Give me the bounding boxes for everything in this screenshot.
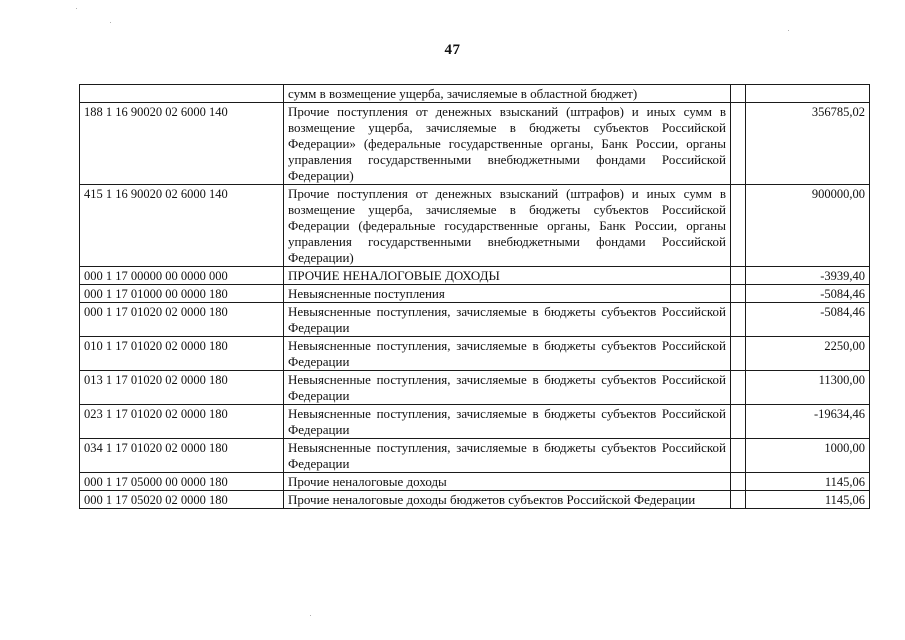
amount-cell: -3939,40 <box>746 267 870 285</box>
budget-code-cell: 188 1 16 90020 02 6000 140 <box>80 103 284 185</box>
description-cell: Невыясненные поступления, зачисляемые в бюджеты субъектов Российской Федерации <box>284 439 731 473</box>
table-row <box>80 85 870 103</box>
budget-code-cell: 013 1 17 01020 02 0000 180 <box>80 371 284 405</box>
budget-code-cell: 034 1 17 01020 02 0000 180 <box>80 439 284 473</box>
column-gap <box>731 103 746 185</box>
column-gap <box>731 491 746 509</box>
budget-code-cell: 000 1 17 05000 00 0000 180 <box>80 473 284 491</box>
description-cell: Прочие поступления от денежных взысканий (штрафов) и иных сумм в возмещение ущерба, зачисляемые в бюджеты субъектов Российской Федерации» (федеральные государственные органы, Банк России, органы управления государственными внебюджетными фондами Российской Федерации) <box>284 103 731 185</box>
table-row <box>80 267 870 285</box>
amount-cell: 1000,00 <box>746 439 870 473</box>
scan-speck <box>76 8 77 9</box>
budget-code-cell <box>80 85 284 103</box>
description-cell: сумм в возмещение ущерба, зачисляемые в областной бюджет) <box>284 85 731 103</box>
table-row <box>80 103 870 185</box>
column-gap <box>731 185 746 267</box>
amount-cell: -5084,46 <box>746 303 870 337</box>
description-cell: Невыясненные поступления <box>284 285 731 303</box>
table-row <box>80 405 870 439</box>
description-cell: Невыясненные поступления, зачисляемые в бюджеты субъектов Российской Федерации <box>284 337 731 371</box>
description-cell: Прочие неналоговые доходы бюджетов субъектов Российской Федерации <box>284 491 731 509</box>
budget-code-cell: 000 1 17 01020 02 0000 180 <box>80 303 284 337</box>
column-gap <box>731 371 746 405</box>
column-gap <box>731 439 746 473</box>
table-row <box>80 439 870 473</box>
budget-revenue-table <box>79 84 870 509</box>
table-row <box>80 185 870 267</box>
amount-cell: 900000,00 <box>746 185 870 267</box>
description-cell: Прочие поступления от денежных взысканий (штрафов) и иных сумм в возмещение ущерба, зачисляемые в бюджеты субъектов Российской Федерации (федеральные государственные органы, Банк России, органы управления государственными внебюджетными фондами Российской Федерации) <box>284 185 731 267</box>
description-cell: Прочие неналоговые доходы <box>284 473 731 491</box>
description-cell: ПРОЧИЕ НЕНАЛОГОВЫЕ ДОХОДЫ <box>284 267 731 285</box>
scan-speck <box>110 22 111 23</box>
amount-cell: 11300,00 <box>746 371 870 405</box>
column-gap <box>731 85 746 103</box>
table-row <box>80 473 870 491</box>
table-row <box>80 337 870 371</box>
column-gap <box>731 405 746 439</box>
description-cell: Невыясненные поступления, зачисляемые в бюджеты субъектов Российской Федерации <box>284 303 731 337</box>
amount-cell: -5084,46 <box>746 285 870 303</box>
page-number: 47 <box>444 42 461 58</box>
column-gap <box>731 473 746 491</box>
amount-cell: -19634,46 <box>746 405 870 439</box>
column-gap <box>731 267 746 285</box>
table-row <box>80 303 870 337</box>
column-gap <box>731 285 746 303</box>
budget-code-cell: 415 1 16 90020 02 6000 140 <box>80 185 284 267</box>
amount-cell: 356785,02 <box>746 103 870 185</box>
table-row <box>80 491 870 509</box>
table-row <box>80 371 870 405</box>
amount-cell <box>746 85 870 103</box>
amount-cell: 1145,06 <box>746 473 870 491</box>
scan-speck <box>788 30 789 31</box>
budget-code-cell: 023 1 17 01020 02 0000 180 <box>80 405 284 439</box>
budget-code-cell: 000 1 17 01000 00 0000 180 <box>80 285 284 303</box>
amount-cell: 1145,06 <box>746 491 870 509</box>
budget-code-cell: 000 1 17 00000 00 0000 000 <box>80 267 284 285</box>
scan-speck <box>310 615 311 616</box>
amount-cell: 2250,00 <box>746 337 870 371</box>
budget-code-cell: 000 1 17 05020 02 0000 180 <box>80 491 284 509</box>
description-cell: Невыясненные поступления, зачисляемые в бюджеты субъектов Российской Федерации <box>284 405 731 439</box>
description-cell: Невыясненные поступления, зачисляемые в бюджеты субъектов Российской Федерации <box>284 371 731 405</box>
column-gap <box>731 337 746 371</box>
table-row <box>80 285 870 303</box>
budget-code-cell: 010 1 17 01020 02 0000 180 <box>80 337 284 371</box>
column-gap <box>731 303 746 337</box>
